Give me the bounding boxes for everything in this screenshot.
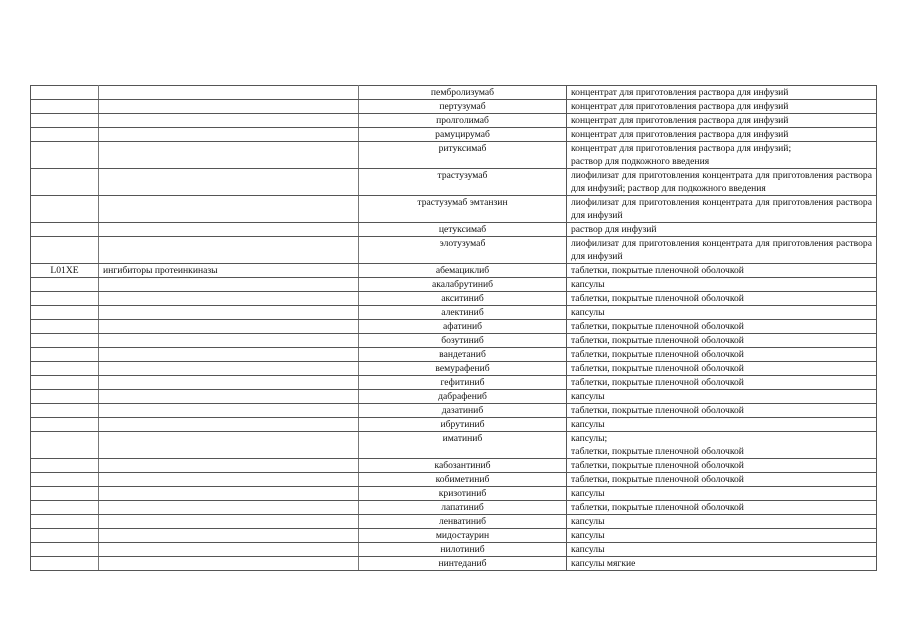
table-row <box>31 114 877 128</box>
group-name-cell <box>99 390 359 404</box>
table-row <box>31 404 877 418</box>
dosage-form-cell: таблетки, покрытые пленочной оболочкой <box>567 501 877 515</box>
drug-name-cell: мидостаурин <box>359 529 567 543</box>
dosage-form-cell: таблетки, покрытые пленочной оболочкой <box>567 404 877 418</box>
atc-code-cell <box>31 515 99 529</box>
group-name-cell <box>99 362 359 376</box>
atc-code-cell <box>31 237 99 264</box>
drug-name-cell: пролголимаб <box>359 114 567 128</box>
table-row <box>31 142 877 169</box>
atc-code-cell <box>31 459 99 473</box>
dosage-form-cell: капсулы <box>567 543 877 557</box>
dosage-form-cell: таблетки, покрытые пленочной оболочкой <box>567 292 877 306</box>
atc-code-cell <box>31 128 99 142</box>
atc-code-cell <box>31 376 99 390</box>
atc-code-cell <box>31 390 99 404</box>
dosage-form-cell: таблетки, покрытые пленочной оболочкой <box>567 348 877 362</box>
atc-code-cell <box>31 473 99 487</box>
dosage-form-cell: капсулы <box>567 529 877 543</box>
drug-name-cell: нинтеданиб <box>359 557 567 571</box>
drug-table-body <box>31 86 877 571</box>
dosage-form-cell: лиофилизат для приготовления концентрата для приготовления раствора для инфузий <box>567 237 877 264</box>
drug-name-cell: кобиметиниб <box>359 473 567 487</box>
table-row <box>31 376 877 390</box>
group-name-cell <box>99 100 359 114</box>
group-name-cell <box>99 142 359 169</box>
drug-name-cell: абемациклиб <box>359 264 567 278</box>
group-name-cell <box>99 278 359 292</box>
drug-name-cell: нилотиниб <box>359 543 567 557</box>
atc-code-cell <box>31 404 99 418</box>
dosage-form-cell: таблетки, покрытые пленочной оболочкой <box>567 376 877 390</box>
drug-name-cell: вемурафениб <box>359 362 567 376</box>
group-name-cell <box>99 418 359 432</box>
table-row <box>31 86 877 100</box>
group-name-cell <box>99 376 359 390</box>
group-name-cell <box>99 86 359 100</box>
group-name-cell <box>99 432 359 459</box>
drug-name-cell: акситиниб <box>359 292 567 306</box>
drug-name-cell: акалабрутиниб <box>359 278 567 292</box>
table-row <box>31 459 877 473</box>
group-name-cell <box>99 529 359 543</box>
dosage-form-cell: таблетки, покрытые пленочной оболочкой <box>567 473 877 487</box>
group-name-cell <box>99 114 359 128</box>
table-row <box>31 223 877 237</box>
drug-name-cell: рамуцирумаб <box>359 128 567 142</box>
dosage-form-cell: концентрат для приготовления раствора для инфузий <box>567 114 877 128</box>
table-row <box>31 487 877 501</box>
group-name-cell <box>99 128 359 142</box>
atc-code-cell <box>31 348 99 362</box>
drug-name-cell: кризотиниб <box>359 487 567 501</box>
group-name-cell <box>99 334 359 348</box>
drug-name-cell: кабозантиниб <box>359 459 567 473</box>
drug-name-cell: трастузумаб эмтанзин <box>359 196 567 223</box>
table-row <box>31 292 877 306</box>
drug-name-cell: вандетаниб <box>359 348 567 362</box>
table-row <box>31 543 877 557</box>
atc-code-cell <box>31 86 99 100</box>
table-row <box>31 362 877 376</box>
group-name-cell <box>99 515 359 529</box>
drug-name-cell: пембролизумаб <box>359 86 567 100</box>
table-row <box>31 264 877 278</box>
atc-code-cell <box>31 543 99 557</box>
atc-code-cell <box>31 501 99 515</box>
table-row <box>31 320 877 334</box>
group-name-cell <box>99 501 359 515</box>
group-name-cell <box>99 404 359 418</box>
drug-name-cell: ленватиниб <box>359 515 567 529</box>
table-row <box>31 432 877 459</box>
group-name-cell <box>99 237 359 264</box>
table-row <box>31 501 877 515</box>
dosage-form-cell: таблетки, покрытые пленочной оболочкой <box>567 334 877 348</box>
table-row <box>31 128 877 142</box>
dosage-form-cell: таблетки, покрытые пленочной оболочкой <box>567 459 877 473</box>
atc-code-cell <box>31 169 99 196</box>
dosage-form-cell: капсулы <box>567 418 877 432</box>
atc-code-cell <box>31 529 99 543</box>
atc-code-cell <box>31 142 99 169</box>
table-row <box>31 169 877 196</box>
drug-name-cell: элотузумаб <box>359 237 567 264</box>
group-name-cell <box>99 487 359 501</box>
group-name-cell: ингибиторы протеинкиназы <box>99 264 359 278</box>
atc-code-cell <box>31 278 99 292</box>
drug-name-cell: бозутиниб <box>359 334 567 348</box>
group-name-cell <box>99 196 359 223</box>
drug-name-cell: алектиниб <box>359 306 567 320</box>
dosage-form-cell: таблетки, покрытые пленочной оболочкой <box>567 264 877 278</box>
table-row <box>31 529 877 543</box>
dosage-form-cell: капсулы <box>567 278 877 292</box>
drug-name-cell: цетуксимаб <box>359 223 567 237</box>
drug-name-cell: трастузумаб <box>359 169 567 196</box>
atc-code-cell <box>31 557 99 571</box>
dosage-form-cell: капсулы <box>567 390 877 404</box>
dosage-form-cell: раствор для инфузий <box>567 223 877 237</box>
table-row <box>31 557 877 571</box>
dosage-form-cell: таблетки, покрытые пленочной оболочкой <box>567 362 877 376</box>
drug-table <box>30 85 877 571</box>
drug-name-cell: дазатиниб <box>359 404 567 418</box>
drug-name-cell: пертузумаб <box>359 100 567 114</box>
atc-code-cell <box>31 306 99 320</box>
group-name-cell <box>99 473 359 487</box>
group-name-cell <box>99 320 359 334</box>
atc-code-cell: L01XE <box>31 264 99 278</box>
drug-name-cell: афатиниб <box>359 320 567 334</box>
atc-code-cell <box>31 418 99 432</box>
drug-name-cell: лапатиниб <box>359 501 567 515</box>
atc-code-cell <box>31 432 99 459</box>
dosage-form-cell: концентрат для приготовления раствора для инфузий <box>567 128 877 142</box>
atc-code-cell <box>31 114 99 128</box>
atc-code-cell <box>31 487 99 501</box>
group-name-cell <box>99 543 359 557</box>
dosage-form-cell: капсулы <box>567 306 877 320</box>
dosage-form-cell: капсулы <box>567 515 877 529</box>
table-row <box>31 348 877 362</box>
atc-code-cell <box>31 292 99 306</box>
table-row <box>31 196 877 223</box>
table-row <box>31 390 877 404</box>
dosage-form-cell: капсулы; таблетки, покрытые пленочной оболочкой <box>567 432 877 459</box>
drug-name-cell: ритуксимаб <box>359 142 567 169</box>
drug-name-cell: дабрафениб <box>359 390 567 404</box>
group-name-cell <box>99 223 359 237</box>
group-name-cell <box>99 459 359 473</box>
table-row <box>31 515 877 529</box>
drug-name-cell: иматиниб <box>359 432 567 459</box>
drug-name-cell: ибрутиниб <box>359 418 567 432</box>
table-row <box>31 278 877 292</box>
group-name-cell <box>99 306 359 320</box>
table-row <box>31 473 877 487</box>
dosage-form-cell: лиофилизат для приготовления концентрата для приготовления раствора для инфузий; раствор для подкожного введения <box>567 169 877 196</box>
table-row <box>31 418 877 432</box>
table-row <box>31 306 877 320</box>
group-name-cell <box>99 169 359 196</box>
atc-code-cell <box>31 320 99 334</box>
dosage-form-cell: таблетки, покрытые пленочной оболочкой <box>567 320 877 334</box>
dosage-form-cell: капсулы <box>567 487 877 501</box>
atc-code-cell <box>31 362 99 376</box>
atc-code-cell <box>31 223 99 237</box>
atc-code-cell <box>31 100 99 114</box>
table-row <box>31 100 877 114</box>
group-name-cell <box>99 292 359 306</box>
atc-code-cell <box>31 334 99 348</box>
drug-name-cell: гефитиниб <box>359 376 567 390</box>
group-name-cell <box>99 348 359 362</box>
dosage-form-cell: капсулы мягкие <box>567 557 877 571</box>
dosage-form-cell: концентрат для приготовления раствора для инфузий <box>567 86 877 100</box>
atc-code-cell <box>31 196 99 223</box>
table-row <box>31 334 877 348</box>
group-name-cell <box>99 557 359 571</box>
dosage-form-cell: концентрат для приготовления раствора для инфузий <box>567 100 877 114</box>
dosage-form-cell: концентрат для приготовления раствора для инфузий; раствор для подкожного введения <box>567 142 877 169</box>
table-row <box>31 237 877 264</box>
dosage-form-cell: лиофилизат для приготовления концентрата для приготовления раствора для инфузий <box>567 196 877 223</box>
